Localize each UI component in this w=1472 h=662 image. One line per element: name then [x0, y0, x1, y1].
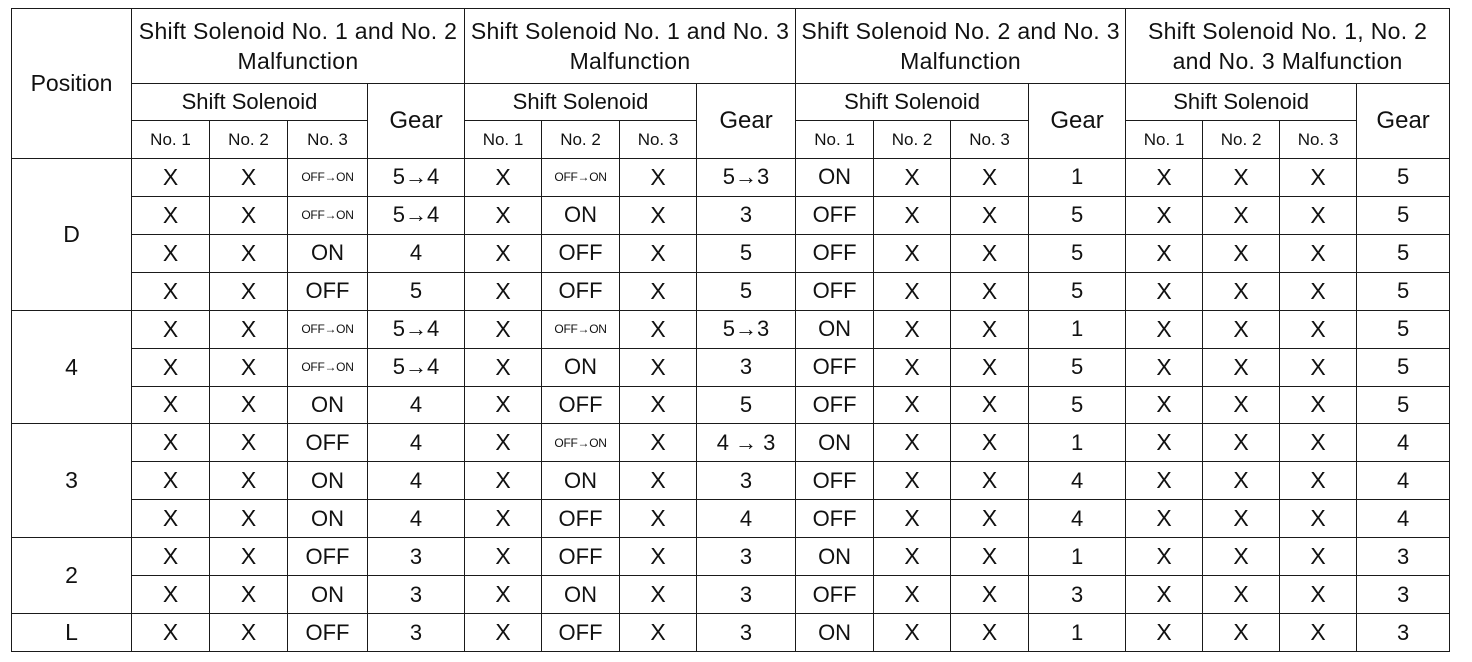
table-cell: X: [1280, 576, 1357, 614]
table-cell: X: [1126, 272, 1203, 310]
position-cell: 4: [12, 310, 132, 424]
table-cell: X: [132, 234, 210, 272]
table-cell: 1: [1029, 424, 1126, 462]
table-cell: X: [1126, 348, 1203, 386]
table-cell: X: [1280, 159, 1357, 197]
table-cell: X: [1126, 576, 1203, 614]
table-cell: X: [465, 500, 542, 538]
table-cell: ON: [796, 538, 874, 576]
table-cell: ON: [288, 234, 368, 272]
table-cell: X: [874, 462, 951, 500]
table-cell: X: [951, 500, 1029, 538]
table-cell: X: [1126, 462, 1203, 500]
table-cell: 4: [1357, 500, 1450, 538]
table-cell: X: [1203, 272, 1280, 310]
table-row: [12, 348, 1450, 386]
table-cell: 3: [1357, 576, 1450, 614]
group-1-shift-solenoid-header: Shift Solenoid: [132, 84, 368, 121]
table-cell: X: [874, 196, 951, 234]
table-cell: OFF→ON: [288, 310, 368, 348]
table-cell: X: [465, 424, 542, 462]
group-3-shift-solenoid-header: Shift Solenoid: [796, 84, 1029, 121]
table-cell: 5→3: [697, 310, 796, 348]
table-cell: 5: [1029, 386, 1126, 424]
position-cell: D: [12, 159, 132, 311]
table-cell: X: [951, 462, 1029, 500]
table-cell: X: [874, 500, 951, 538]
table-cell: ON: [796, 310, 874, 348]
table-cell: OFF: [796, 272, 874, 310]
table-cell: 5→4: [368, 196, 465, 234]
table-cell: 4: [368, 386, 465, 424]
table-cell: 4: [1029, 500, 1126, 538]
table-cell: 5: [697, 234, 796, 272]
table-cell: 5: [368, 272, 465, 310]
table-cell: X: [1280, 348, 1357, 386]
table-cell: X: [465, 310, 542, 348]
table-cell: 3: [1029, 576, 1126, 614]
table-cell: 5: [1357, 196, 1450, 234]
table-cell: 4: [368, 462, 465, 500]
table-cell: ON: [288, 386, 368, 424]
table-cell: 5: [1357, 272, 1450, 310]
table-cell: 3: [697, 538, 796, 576]
table-cell: X: [132, 159, 210, 197]
table-cell: X: [1280, 462, 1357, 500]
table-cell: 3: [697, 196, 796, 234]
position-cell: L: [12, 614, 132, 652]
table-cell: X: [1203, 614, 1280, 652]
table-cell: OFF: [288, 272, 368, 310]
table-cell: X: [210, 348, 288, 386]
table-cell: 3: [697, 462, 796, 500]
table-cell: X: [620, 614, 697, 652]
table-cell: X: [132, 386, 210, 424]
table-cell: 5: [1029, 196, 1126, 234]
table-cell: X: [620, 310, 697, 348]
table-cell: X: [132, 614, 210, 652]
table-cell: OFF: [542, 386, 620, 424]
table-cell: ON: [542, 462, 620, 500]
table-cell: OFF: [288, 538, 368, 576]
table-cell: X: [210, 576, 288, 614]
group-4-title: Shift Solenoid No. 1, No. 2 and No. 3 Malfunction: [1126, 9, 1450, 84]
table-cell: OFF: [288, 614, 368, 652]
table-cell: X: [1280, 272, 1357, 310]
table-cell: ON: [796, 614, 874, 652]
table-cell: 5: [697, 386, 796, 424]
table-row: [12, 234, 1450, 272]
table-cell: OFF→ON: [288, 159, 368, 197]
table-cell: X: [951, 159, 1029, 197]
table-cell: OFF: [796, 348, 874, 386]
table-cell: OFF: [542, 538, 620, 576]
table-cell: X: [1126, 196, 1203, 234]
table-row: [12, 310, 1450, 348]
table-cell: X: [1280, 196, 1357, 234]
table-cell: X: [874, 538, 951, 576]
group-2-title: Shift Solenoid No. 1 and No. 3 Malfunction: [465, 9, 796, 84]
table-cell: OFF: [796, 500, 874, 538]
table-cell: X: [874, 576, 951, 614]
table-cell: 1: [1029, 159, 1126, 197]
table-cell: X: [874, 348, 951, 386]
group-3-title: Shift Solenoid No. 2 and No. 3 Malfunction: [796, 9, 1126, 84]
group-1-solenoid-no3: No. 3: [288, 121, 368, 159]
table-cell: X: [951, 576, 1029, 614]
table-cell: X: [1203, 196, 1280, 234]
table-cell: X: [132, 272, 210, 310]
table-cell: X: [210, 234, 288, 272]
table-cell: X: [465, 386, 542, 424]
table-cell: 4: [697, 500, 796, 538]
table-cell: OFF: [542, 500, 620, 538]
table-cell: X: [465, 159, 542, 197]
table-cell: ON: [796, 159, 874, 197]
table-cell: ON: [542, 576, 620, 614]
table-cell: OFF: [796, 234, 874, 272]
table-cell: X: [874, 614, 951, 652]
table-row: [12, 462, 1450, 500]
table-cell: 1: [1029, 614, 1126, 652]
table-cell: X: [132, 462, 210, 500]
table-cell: X: [874, 386, 951, 424]
group-3-solenoid-no2: No. 2: [874, 121, 951, 159]
table-cell: OFF→ON: [288, 196, 368, 234]
table-cell: X: [874, 234, 951, 272]
table-cell: 4: [1357, 424, 1450, 462]
table-cell: X: [874, 159, 951, 197]
group-2-gear-header: Gear: [697, 84, 796, 159]
table-cell: X: [874, 272, 951, 310]
table-cell: 3: [697, 614, 796, 652]
table-cell: X: [210, 310, 288, 348]
table-cell: X: [1203, 462, 1280, 500]
table-cell: X: [620, 500, 697, 538]
table-cell: X: [1203, 538, 1280, 576]
table-cell: ON: [542, 348, 620, 386]
table-cell: X: [132, 424, 210, 462]
table-cell: X: [951, 272, 1029, 310]
table-cell: 5: [1029, 234, 1126, 272]
table-cell: X: [1203, 348, 1280, 386]
table-cell: X: [132, 310, 210, 348]
table-cell: OFF: [542, 234, 620, 272]
table-cell: OFF→ON: [542, 424, 620, 462]
group-1-solenoid-no2: No. 2: [210, 121, 288, 159]
table-cell: X: [1280, 424, 1357, 462]
table-cell: X: [1126, 424, 1203, 462]
group-4-solenoid-no2: No. 2: [1203, 121, 1280, 159]
table-cell: 5: [1029, 348, 1126, 386]
table-cell: 5: [1357, 386, 1450, 424]
table-cell: OFF: [288, 424, 368, 462]
table-cell: X: [465, 576, 542, 614]
table-cell: X: [951, 614, 1029, 652]
table-row: [12, 424, 1450, 462]
table-cell: X: [1126, 234, 1203, 272]
table-cell: ON: [288, 576, 368, 614]
table-cell: OFF: [542, 614, 620, 652]
table-cell: X: [465, 234, 542, 272]
table-cell: 4 → 3: [697, 424, 796, 462]
group-1-solenoid-no1: No. 1: [132, 121, 210, 159]
table-cell: X: [132, 576, 210, 614]
table-cell: X: [132, 538, 210, 576]
table-cell: X: [951, 310, 1029, 348]
table-cell: X: [210, 462, 288, 500]
table-cell: 3: [1357, 538, 1450, 576]
table-cell: X: [132, 348, 210, 386]
table-cell: 3: [697, 348, 796, 386]
table-cell: X: [620, 272, 697, 310]
table-cell: X: [1203, 310, 1280, 348]
table-cell: 1: [1029, 310, 1126, 348]
table-cell: 5: [1357, 310, 1450, 348]
group-2-shift-solenoid-header: Shift Solenoid: [465, 84, 697, 121]
table-cell: X: [1280, 234, 1357, 272]
table-cell: X: [1280, 614, 1357, 652]
table-cell: X: [1203, 234, 1280, 272]
table-cell: 1: [1029, 538, 1126, 576]
table-cell: 3: [368, 614, 465, 652]
group-4-shift-solenoid-header: Shift Solenoid: [1126, 84, 1357, 121]
table-cell: ON: [288, 500, 368, 538]
group-3-gear-header: Gear: [1029, 84, 1126, 159]
table-cell: X: [1126, 500, 1203, 538]
table-cell: X: [1203, 386, 1280, 424]
table-cell: X: [465, 196, 542, 234]
table-row: [12, 272, 1450, 310]
position-cell: 3: [12, 424, 132, 538]
table-cell: 3: [368, 538, 465, 576]
table-cell: 4: [368, 234, 465, 272]
table-cell: OFF: [796, 462, 874, 500]
table-body: [12, 159, 1450, 652]
table-cell: X: [210, 500, 288, 538]
table-cell: X: [951, 424, 1029, 462]
position-header: Position: [12, 9, 132, 159]
table-cell: X: [620, 386, 697, 424]
table-cell: X: [210, 614, 288, 652]
table-cell: X: [210, 386, 288, 424]
table-cell: 4: [1357, 462, 1450, 500]
table-cell: X: [620, 462, 697, 500]
table-cell: X: [951, 538, 1029, 576]
table-cell: 5→3: [697, 159, 796, 197]
table-cell: 3: [368, 576, 465, 614]
table-row: [12, 576, 1450, 614]
table-cell: X: [465, 538, 542, 576]
table-cell: X: [1280, 538, 1357, 576]
table-cell: ON: [288, 462, 368, 500]
table-cell: X: [874, 424, 951, 462]
table-cell: X: [132, 196, 210, 234]
group-1-title: Shift Solenoid No. 1 and No. 2 Malfunction: [132, 9, 465, 84]
group-4-solenoid-no1: No. 1: [1126, 121, 1203, 159]
table-cell: 5: [697, 272, 796, 310]
table-cell: 5→4: [368, 159, 465, 197]
table-cell: X: [1203, 576, 1280, 614]
table-cell: X: [620, 348, 697, 386]
table-cell: X: [210, 538, 288, 576]
table-cell: X: [1126, 159, 1203, 197]
table-cell: 4: [1029, 462, 1126, 500]
table-cell: X: [1203, 159, 1280, 197]
table-cell: X: [620, 576, 697, 614]
table-cell: OFF: [796, 386, 874, 424]
table-cell: 5: [1357, 348, 1450, 386]
table-cell: X: [1126, 614, 1203, 652]
table-cell: 5→4: [368, 310, 465, 348]
table-cell: X: [620, 196, 697, 234]
table-cell: X: [210, 159, 288, 197]
table-cell: X: [1280, 386, 1357, 424]
table-row: [12, 538, 1450, 576]
table-row: [12, 159, 1450, 197]
table-cell: X: [620, 424, 697, 462]
table-cell: 5→4: [368, 348, 465, 386]
group-1-gear-header: Gear: [368, 84, 465, 159]
table-cell: X: [465, 614, 542, 652]
group-3-solenoid-no3: No. 3: [951, 121, 1029, 159]
table-cell: 3: [697, 576, 796, 614]
table-cell: X: [1203, 500, 1280, 538]
table-cell: X: [874, 310, 951, 348]
table-cell: X: [951, 386, 1029, 424]
table-cell: OFF: [796, 196, 874, 234]
table-cell: X: [465, 462, 542, 500]
table-row: [12, 500, 1450, 538]
group-2-solenoid-no3: No. 3: [620, 121, 697, 159]
table-cell: X: [620, 234, 697, 272]
table-cell: X: [210, 424, 288, 462]
table-cell: X: [210, 196, 288, 234]
table-row: [12, 386, 1450, 424]
solenoid-malfunction-table: [11, 8, 1450, 652]
table-cell: X: [465, 272, 542, 310]
group-2-solenoid-no2: No. 2: [542, 121, 620, 159]
table-cell: ON: [542, 196, 620, 234]
table-cell: X: [1126, 538, 1203, 576]
table-cell: X: [620, 538, 697, 576]
table-cell: 4: [368, 500, 465, 538]
table-cell: 5: [1357, 234, 1450, 272]
table-row: [12, 196, 1450, 234]
table-cell: X: [1280, 310, 1357, 348]
position-cell: 2: [12, 538, 132, 614]
table-cell: X: [951, 196, 1029, 234]
table-cell: OFF→ON: [288, 348, 368, 386]
table-cell: 5: [1357, 159, 1450, 197]
table-cell: OFF: [542, 272, 620, 310]
table-cell: ON: [796, 424, 874, 462]
group-4-solenoid-no3: No. 3: [1280, 121, 1357, 159]
table-cell: X: [951, 234, 1029, 272]
table-cell: 3: [1357, 614, 1450, 652]
table-cell: X: [951, 348, 1029, 386]
table-cell: X: [1126, 386, 1203, 424]
table-cell: X: [1126, 310, 1203, 348]
table-cell: OFF→ON: [542, 159, 620, 197]
table-cell: OFF→ON: [542, 310, 620, 348]
table-cell: X: [1203, 424, 1280, 462]
table-cell: X: [465, 348, 542, 386]
group-3-solenoid-no1: No. 1: [796, 121, 874, 159]
table-cell: X: [620, 159, 697, 197]
table-cell: 5: [1029, 272, 1126, 310]
table-cell: 4: [368, 424, 465, 462]
table-row: [12, 614, 1450, 652]
table-cell: X: [132, 500, 210, 538]
group-2-solenoid-no1: No. 1: [465, 121, 542, 159]
table-cell: X: [1280, 500, 1357, 538]
table-cell: X: [210, 272, 288, 310]
group-4-gear-header: Gear: [1357, 84, 1450, 159]
table-cell: OFF: [796, 576, 874, 614]
